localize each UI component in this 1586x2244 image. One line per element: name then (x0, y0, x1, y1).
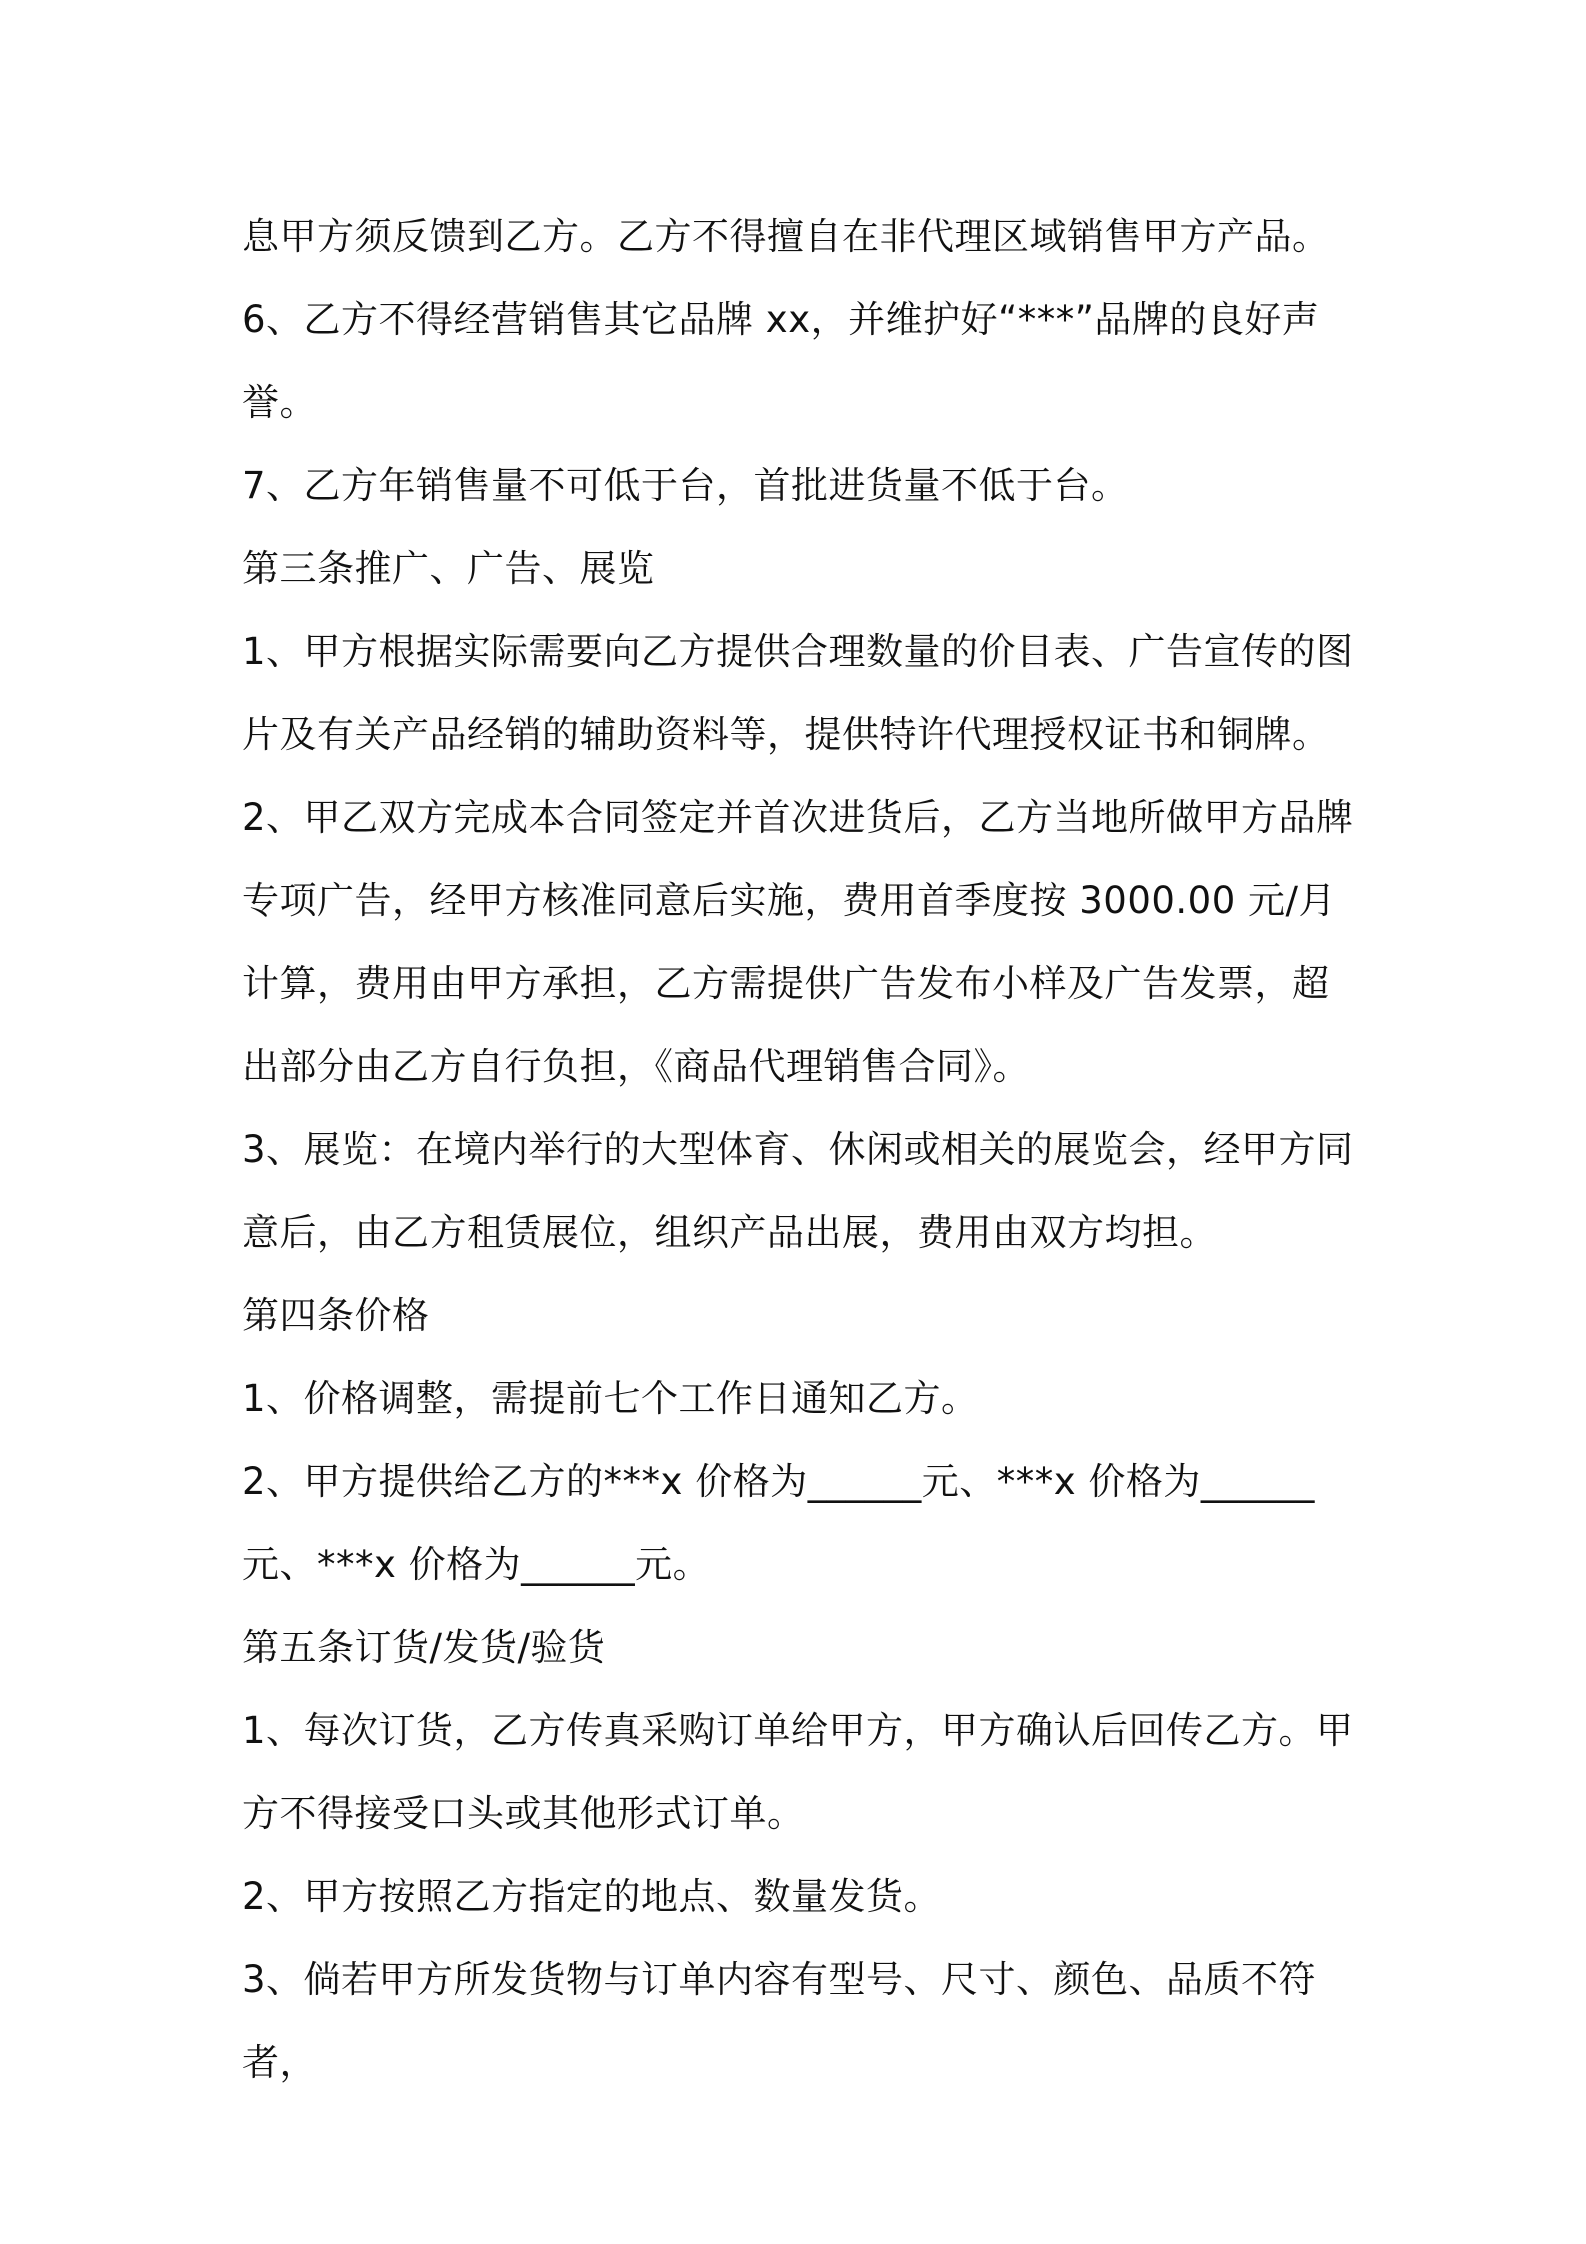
paragraph: 6、乙方不得经营销售其它品牌 xx，并维护好“***”品牌的良好声誉。 (242, 298, 1320, 424)
paragraph: 3、展览：在境内举行的大型体育、休闲或相关的展览会，经甲方同意后，由乙方租赁展位，组织产品出展，费用由双方均担。 (242, 1128, 1354, 1254)
paragraph: 息甲方须反馈到乙方。乙方不得擅自在非代理区域销售甲方产品。 (242, 215, 1330, 258)
document-body (242, 195, 1362, 2104)
section-heading: 第四条价格 (242, 1294, 430, 1337)
paragraph: 1、每次订货，乙方传真采购订单给甲方，甲方确认后回传乙方。甲方不得接受口头或其他形式订单。 (242, 1709, 1354, 1835)
paragraph: 7、乙方年销售量不可低于台，首批进货量不低于台。 (242, 464, 1129, 507)
section-heading: 第三条推广、广告、展览 (242, 547, 655, 590)
paragraph: 2、甲乙双方完成本合同签定并首次进货后，乙方当地所做甲方品牌专项广告，经甲方核准同意后实施，费用首季度按 3000.00 元/月计算，费用由甲方承担，乙方需提供广告发布小样及广告发票，超出部分由乙方自行负担，《商品代理销售合同》。 (242, 796, 1354, 1088)
paragraph: 1、价格调整，需提前七个工作日通知乙方。 (242, 1377, 979, 1420)
paragraph: 3、倘若甲方所发货物与订单内容有型号、尺寸、颜色、品质不符者， (242, 1958, 1317, 2084)
section-heading: 第五条订货/发货/验货 (242, 1626, 606, 1669)
paragraph: 1、甲方根据实际需要向乙方提供合理数量的价目表、广告宣传的图片及有关产品经销的辅助资料等，提供特许代理授权证书和铜牌。 (242, 630, 1354, 756)
paragraph: 2、甲方按照乙方指定的地点、数量发货。 (242, 1875, 942, 1918)
paragraph: 2、甲方提供给乙方的***x 价格为______元、***x 价格为______元、***x 价格为______元。 (242, 1460, 1315, 1586)
